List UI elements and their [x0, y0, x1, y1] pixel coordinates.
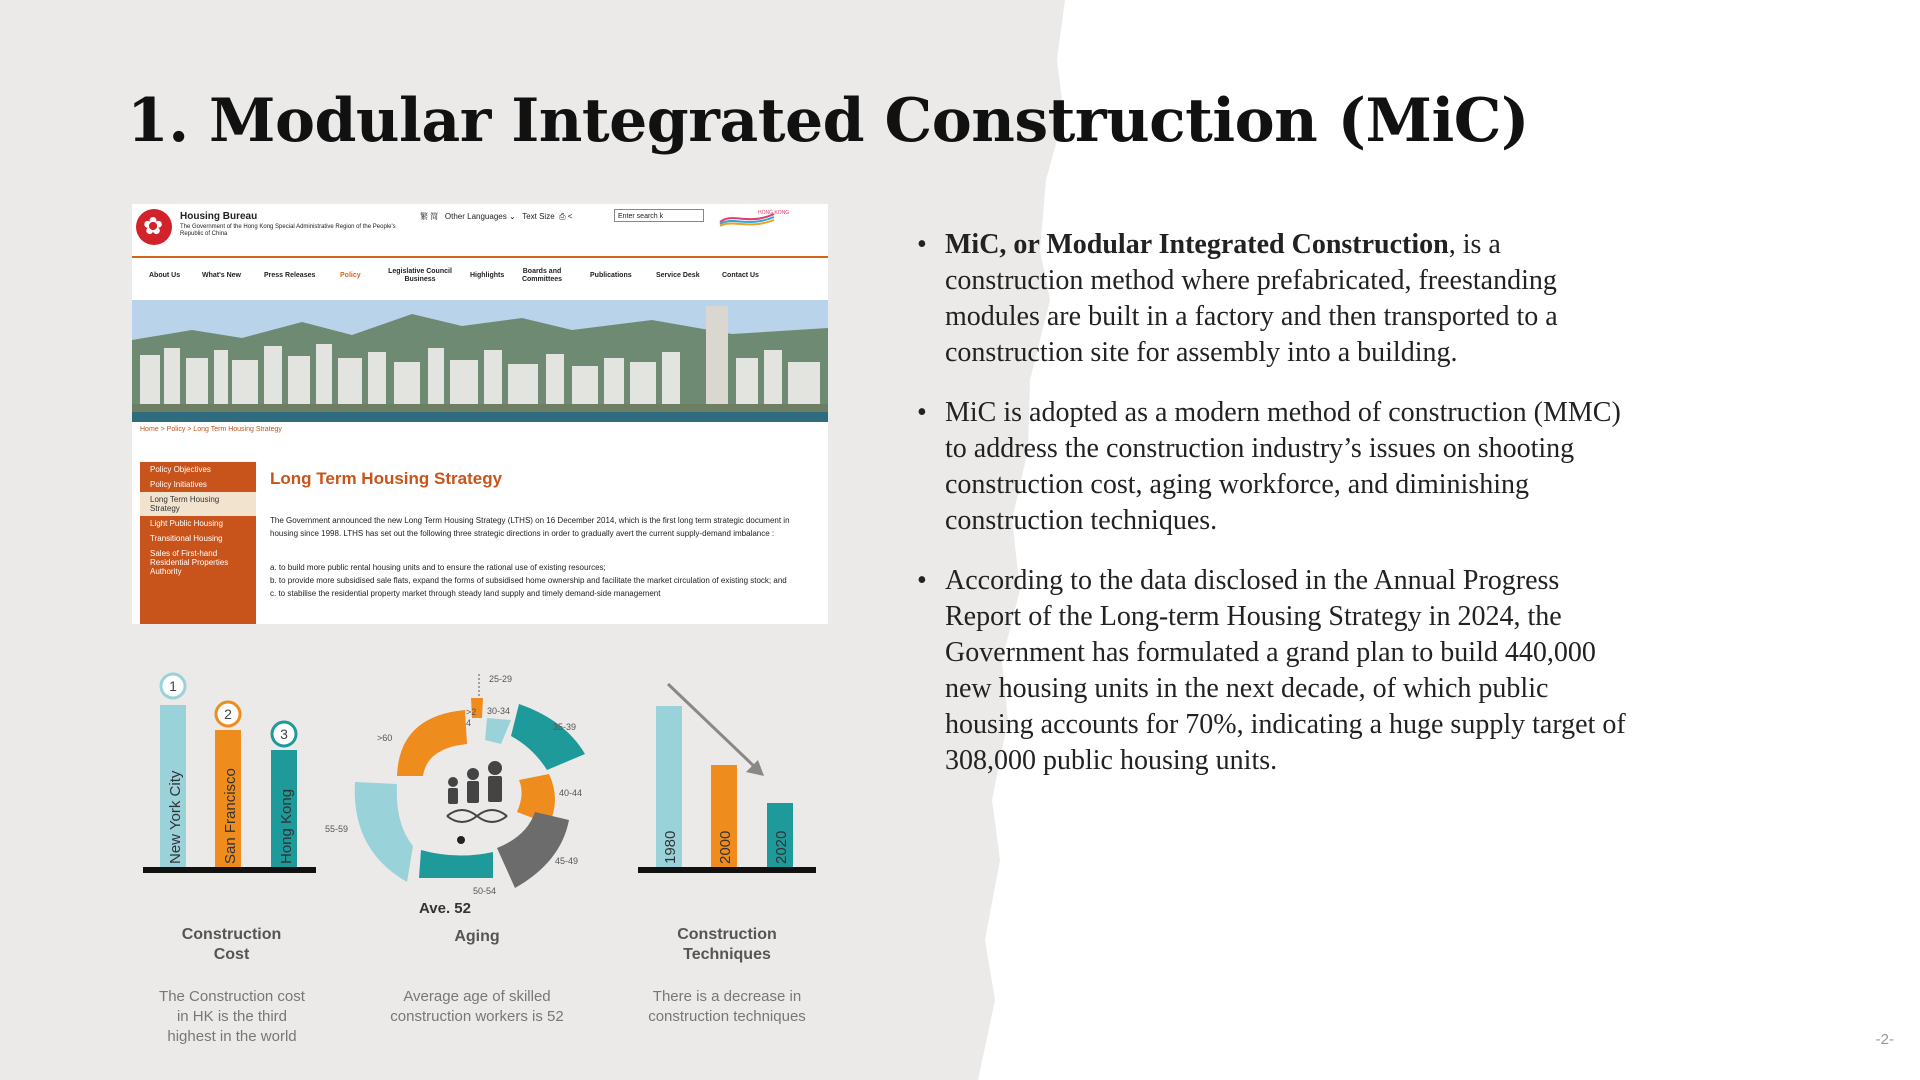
age-label-30-34: 30-34 [487, 706, 511, 716]
aging-desc-line2: construction workers is 52 [390, 1008, 564, 1025]
construction-techniques-title [638, 925, 816, 965]
aging-donut-graphic [325, 674, 585, 917]
average-marker-icon [457, 836, 465, 844]
construction-cost-title-line1: Construction [181, 926, 282, 943]
aging-title: Aging [454, 928, 500, 945]
age-label-25-29: 25-29 [489, 674, 513, 684]
cost-desc-line3: highest in the world [167, 1028, 297, 1045]
utility-links [420, 211, 572, 222]
age-label-45-49: 45-49 [555, 856, 579, 866]
age-label-50-54: 50-54 [473, 886, 497, 896]
sidebar-item-transitional-housing: Transitional Housing [150, 534, 223, 543]
construction-cost-graphic [143, 674, 316, 873]
bullet-3-text: According to the data disclosed in the Annual Progress Report of the Long-term Housing Strategy in 2024, the Government has formulated a grand plan to build 440,000 new housing units in the next decade, of which public housing accounts for 70%, indicating a huge supply target of 308,000 public housing units. [945, 565, 1626, 776]
search-input: Enter search k [614, 209, 704, 222]
year-label-2020: 2020 [773, 830, 790, 864]
techniques-desc-line2: construction techniques [648, 1008, 806, 1025]
nav-press-releases: Press Releases [264, 272, 316, 279]
age-segment-35-39 [511, 704, 585, 770]
lths-list [270, 561, 790, 600]
nav-about-us: About Us [149, 272, 181, 279]
sidebar-item-policy-objectives: Policy Objectives [150, 465, 211, 474]
age-segment-over60 [397, 710, 467, 776]
lths-list-item-c: c. to stabilise the residential property market through steady land supply and timely demand-side management [270, 589, 661, 598]
lths-list-item-b: b. to provide more subsidised sale flats, expand the forms of subsidised home ownership and facilitate the market circulation of existing stock; and [270, 576, 787, 585]
housing-bureau-screenshot [132, 204, 828, 624]
sidebar-item-sales-authority: Sales of First-hand Residential Properties Authority [150, 549, 229, 576]
language-switch: 繁 简 [420, 212, 439, 221]
sidebar-item-long-term-housing-strategy: Long Term Housing Strategy [140, 492, 256, 516]
slide-title: 1. Modular Integrated Construction (MiC) [127, 86, 1529, 156]
nav-highlights: Highlights [470, 272, 505, 279]
year-label-2000: 2000 [717, 830, 734, 864]
brand-hong-kong-swoosh-icon [718, 208, 790, 228]
rank-label-3: 3 [280, 726, 288, 742]
sidebar-item-policy-initiatives: Policy Initiatives [150, 480, 207, 489]
cost-desc-line1: The Construction cost [159, 988, 305, 1005]
nav-whats-new: What's New [202, 272, 242, 279]
nav-legco-business: Legislative Council Business [388, 268, 452, 283]
page-number: -2- [1875, 1031, 1894, 1048]
techniques-baseline [638, 867, 816, 873]
year-label-1980: 1980 [662, 830, 679, 864]
city-label-hong-kong: Hong Kong [278, 788, 295, 864]
dna-icon [447, 810, 507, 822]
nav-service-desk: Service Desk [656, 272, 700, 279]
bullet-1-text: , is a construction method where prefabricated, freestanding modules are built in a factory and then transported to a construction site for assembly into a building. [945, 229, 1558, 368]
bullet-item-mic-definition [915, 227, 1635, 371]
construction-techniques-title-line2: Techniques [683, 946, 771, 963]
age-label-4: 4 [466, 718, 472, 728]
construction-cost-title [144, 925, 319, 965]
site-header [132, 204, 828, 258]
infographic-graphics [132, 650, 832, 917]
site-nav [132, 258, 828, 298]
nav-boards-committees: Boards and Committees [521, 268, 563, 283]
construction-infographic [132, 650, 832, 1060]
construction-cost-title-line2: Cost [213, 946, 250, 963]
lths-paragraph: The Government announced the new Long Term Housing Strategy (LTHS) on 16 December 2014, which is the first long term strategic document in housing since 1998. LTHS has set out the following three strategic directions in order to gradually avert the current supply-demand imbalance : [270, 516, 790, 538]
sidebar-item-light-public-housing: Light Public Housing [150, 519, 223, 528]
age-label-55-59: 55-59 [325, 824, 349, 834]
techniques-desc-line1: There is a decrease in [652, 988, 802, 1005]
construction-techniques-graphic [638, 684, 816, 873]
age-segment-45-49 [497, 812, 569, 888]
workers-icon [448, 761, 502, 804]
nav-policy: Policy [340, 272, 361, 279]
site-subtitle: The Government of the Hong Kong Special Administrative Region of the People's Republic of China [180, 224, 396, 237]
rank-label-1: 1 [169, 678, 177, 694]
nav-contact-us: Contact Us [722, 272, 759, 279]
bullet-1-bold: MiC, or Modular Integrated Construction [945, 229, 1449, 260]
site-name: Housing Bureau [180, 211, 258, 222]
age-label-over60: >60 [377, 733, 393, 743]
share-icon: < [567, 212, 573, 221]
aging-description [362, 987, 592, 1027]
text-size-link: Text Size [522, 212, 555, 221]
policy-sidebar [140, 462, 256, 624]
cost-desc-line2: in HK is the third [176, 1008, 288, 1025]
age-segment-30-34 [485, 718, 511, 744]
print-icon: ⎙ [559, 212, 566, 221]
bullet-item-housing-plan [915, 563, 1635, 779]
lths-list-item-a: a. to build more public rental housing units and to ensure the rational use of existing resources; [270, 563, 606, 572]
age-segment-50-54 [419, 850, 493, 878]
age-label-40-44: 40-44 [559, 788, 583, 798]
construction-cost-description [132, 987, 332, 1047]
nav-publications: Publications [590, 272, 632, 279]
city-skyline-banner [132, 300, 828, 422]
bullet-2-text: MiC is adopted as a modern method of construction (MMC) to address the construction industry’s issues on shooting construction cost, aging workforce, and diminishing construction techniques. [945, 397, 1621, 536]
lths-heading: Long Term Housing Strategy [270, 469, 503, 488]
cost-baseline [143, 867, 316, 873]
bullet-item-mmc [915, 395, 1635, 539]
average-age-label: Ave. 52 [419, 900, 471, 917]
construction-techniques-description [622, 987, 832, 1027]
age-label-35-39: 35-39 [553, 722, 577, 732]
other-languages-link: Other Languages ⌄ [444, 212, 516, 221]
bullet-list [915, 227, 1635, 803]
age-label-gt2: >2 [466, 707, 477, 717]
construction-techniques-title-line1: Construction [677, 926, 777, 943]
city-label-new-york: New York City [167, 770, 184, 864]
breadcrumb: Home > Policy > Long Term Housing Strategy [140, 426, 282, 433]
age-segment-55-59 [355, 782, 413, 882]
hksar-emblem-icon [136, 209, 172, 245]
swoosh-label: HONG KONG [758, 210, 790, 216]
aging-desc-line1: Average age of skilled [403, 988, 551, 1005]
city-label-san-francisco: San Francisco [222, 768, 239, 864]
rank-label-2: 2 [224, 706, 232, 722]
